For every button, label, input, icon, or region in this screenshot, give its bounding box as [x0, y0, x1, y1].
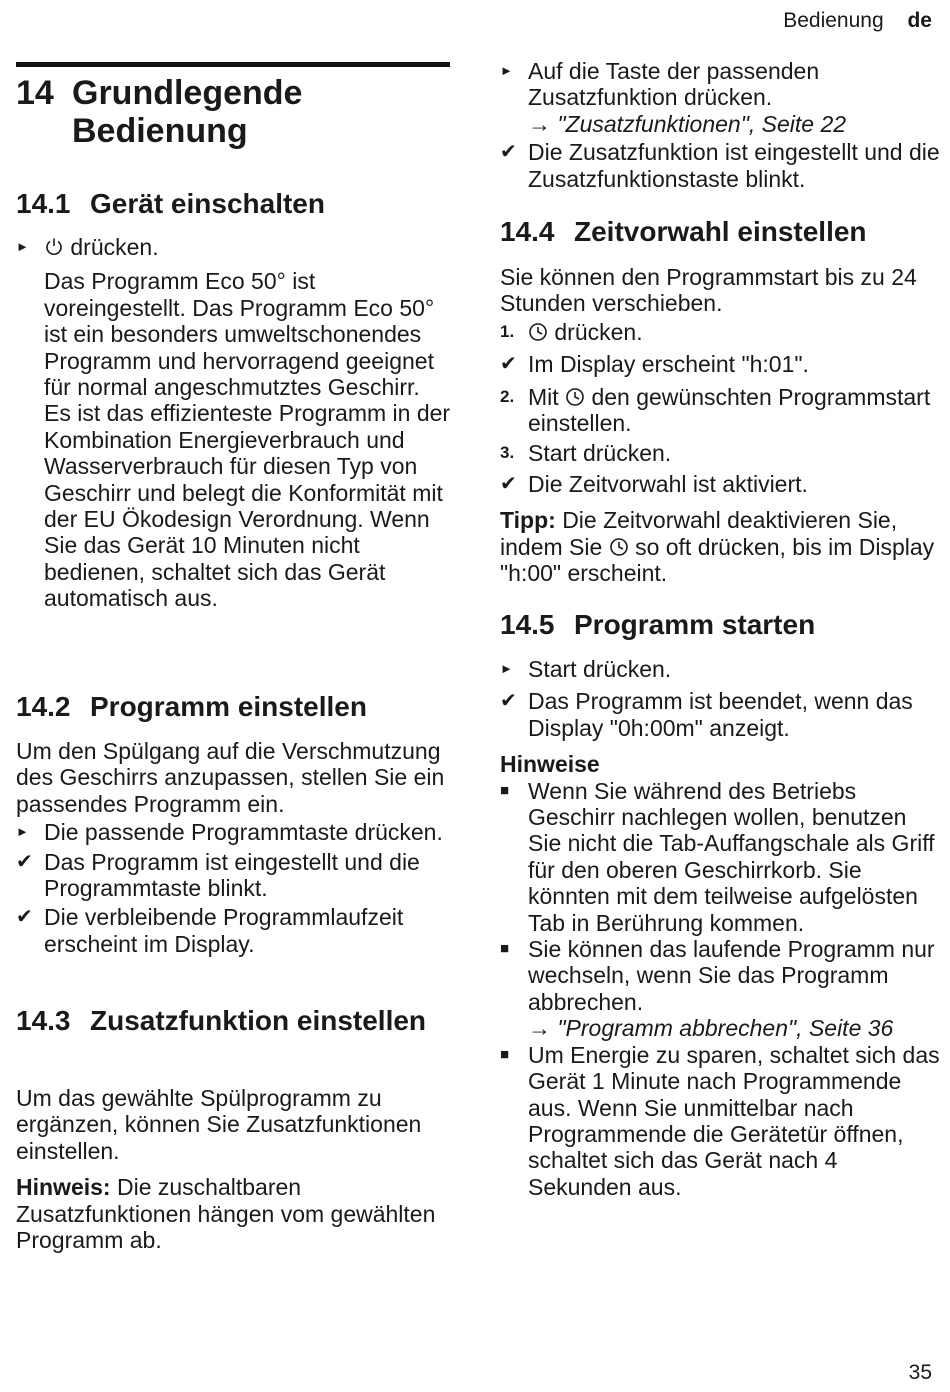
step-triangle-icon: ►	[16, 824, 29, 840]
check-icon: ✔	[500, 353, 517, 376]
check-icon: ✔	[16, 850, 33, 873]
clock-icon	[565, 387, 585, 407]
check-icon: ✔	[16, 906, 33, 929]
section-14-1-body: Das Programm Eco 50° ist voreingestellt. Das Programm Eco 50° ist ein besonders umweltschonendes Programm und hervorragend geeignet für normal angeschmutztes Geschirr. Es ist das effizienteste Programm in der Kombination Energieverbrauch und Wasserverbrauch für diesen Typ von Geschirr und belegt die Konformität mit der EU Ökodesign Verordnung. Wenn Sie das Gerät 10 Minuten nicht bedienen, schaltet sich das Gerät automatisch aus.	[44, 268, 451, 612]
check-icon: ✔	[500, 690, 517, 713]
result-1: ✔ Im Display erscheint "h:01".	[500, 351, 809, 378]
page-number: 35	[908, 1360, 932, 1384]
power-icon	[44, 237, 64, 257]
section-14-4-content	[500, 264, 940, 586]
bullet-square-icon: ■	[500, 1045, 510, 1063]
step-3: 3. Start drücken.	[500, 440, 672, 467]
section-14-1-content	[16, 234, 452, 612]
section-14-2-intro: Um den Spülgang auf die Verschmutzung des Geschirrs anzupassen, stellen Sie ein passendes Programm ein.	[16, 738, 445, 817]
result-program-set: ✔ Das Programm ist eingestellt und die Programmtaste blinkt.	[16, 848, 420, 902]
section-14-5-heading: 14.5 Programm starten	[500, 609, 816, 640]
result-additional-function: ✔ Die Zusatzfunktion ist eingestellt und die Zusatzfunktionstaste blinkt.	[500, 139, 940, 192]
header-section: Bedienung	[783, 9, 884, 32]
section-14-5-content	[500, 656, 940, 1200]
running-header	[783, 8, 932, 34]
section-14-4-heading: 14.4 Zeitvorwahl einstellen	[500, 216, 867, 247]
step-power: ► drücken.	[16, 234, 159, 260]
step-triangle-icon: ►	[16, 239, 29, 254]
section-14-3-steps	[500, 58, 940, 192]
section-14-2-heading: 14.2 Programm einstellen	[16, 691, 367, 722]
section-14-2-content	[16, 738, 452, 957]
cross-reference: → "Zusatzfunktionen", Seite 22	[528, 110, 847, 137]
tip: Tipp: Die Zeitvorwahl deaktivieren Sie, indem Sie so oft drücken, bis im Display "h:00" erscheint.	[500, 507, 935, 587]
header-language: de	[907, 9, 932, 32]
section-14-4-intro: Sie können den Programmstart bis zu 24 Stunden verschieben.	[500, 264, 917, 317]
section-14-3-intro: Um das gewählte Spülprogramm zu ergänzen, können Sie Zusatzfunktionen einstellen.	[16, 1085, 422, 1164]
section-14-3-content	[16, 1085, 452, 1253]
bullet-square-icon: ■	[500, 940, 510, 958]
result-program-ended: ✔ Das Programm ist beendet, wenn das Display "0h:00m" anzeigt.	[500, 688, 913, 741]
step-additional-function: ► Auf die Taste der passenden Zusatzfunktion drücken. → "Zusatzfunktionen", Seite 22	[500, 58, 847, 137]
notes-title: Hinweise	[500, 751, 600, 778]
check-icon: ✔	[500, 141, 517, 164]
start-key-label: Start	[528, 656, 577, 682]
chapter-title: 14 Grundlegende Bedienung	[16, 74, 303, 150]
result-runtime: ✔ Die verbleibende Programmlaufzeit erscheint im Display.	[16, 904, 404, 957]
clock-icon	[609, 537, 629, 557]
step-triangle-icon: ►	[500, 661, 513, 676]
note-item: ■ Sie können das laufende Programm nur wechseln, wenn Sie das Programm abbrechen. → "Programm abbrechen", Seite 36	[500, 936, 935, 1042]
cross-reference: → "Programm abbrechen", Seite 36	[528, 1015, 894, 1042]
note-item: ■ Wenn Sie während des Betriebs Geschirr nachlegen wollen, benutzen Sie nicht die Tab-Auffangschale als Griff für den oberen Geschirrkorb. Sie könnten mit dem teilweise aufgelösten Tab in Berührung kommen.	[500, 777, 935, 936]
step-program-key: ► Die passende Programmtaste drücken.	[16, 819, 443, 846]
chapter-rule	[16, 62, 450, 67]
note-item: ■ Um Energie zu sparen, schaltet sich das Gerät 1 Minute nach Programmende aus. Wenn Sie unmittelbar nach Programmende die Gerätetür öffnen, schaltet sich das Gerät nach 4 Sekunden aus.	[500, 1041, 940, 1200]
section-14-1-heading: 14.1 Gerät einschalten	[16, 188, 325, 219]
step-triangle-icon: ►	[500, 63, 513, 78]
check-icon: ✔	[500, 472, 517, 495]
result-3: ✔ Die Zeitvorwahl ist aktiviert.	[500, 470, 808, 497]
step-2: 2. Mit den gewünschten Programmstart einstellen.	[500, 383, 931, 437]
step-start: ► Start drücken.	[500, 656, 672, 682]
section-14-3-note: Hinweis: Die zuschaltbaren Zusatzfunktionen hängen vom gewählten Programm ab.	[16, 1174, 436, 1254]
clock-icon	[528, 322, 548, 342]
step-1: 1. drücken.	[500, 318, 643, 345]
bullet-square-icon: ■	[500, 781, 510, 799]
section-14-3-heading: 14.3 Zusatzfunktion einstellen	[16, 1005, 427, 1036]
start-key-label: Start	[528, 440, 577, 467]
